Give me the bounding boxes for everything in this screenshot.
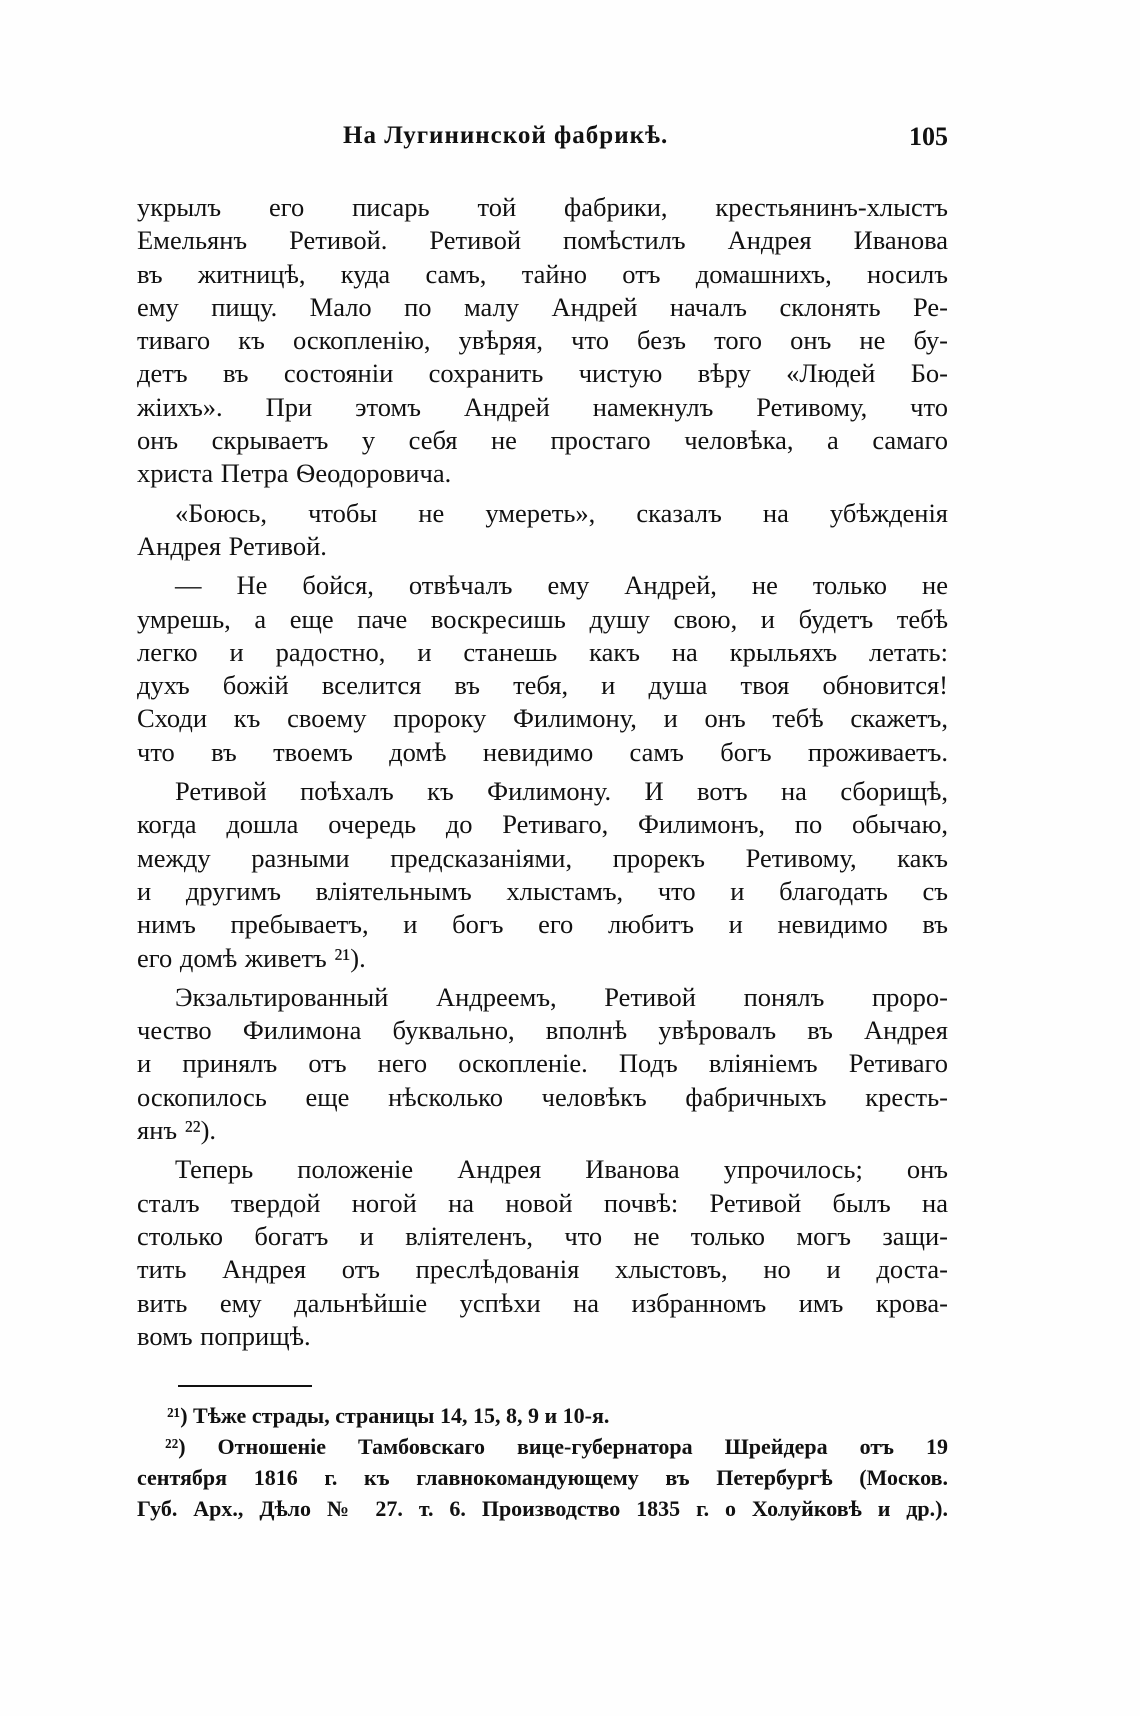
text-line: Теперь положеніе Андрея Иванова упрочилось; онъ (175, 1154, 948, 1185)
text-line: ему пищу. Мало по малу Андрей началъ склонять Ре- (137, 291, 948, 322)
text-line: и принялъ отъ него оскопленіе. Подъ вліяніемъ Ретиваго (137, 1048, 948, 1079)
body-text (137, 191, 948, 1353)
text-line: сталъ твердой ногой на новой почвѣ: Ретивой былъ на (137, 1187, 948, 1218)
running-head: На Лугининской фабрикѣ. (343, 122, 669, 149)
text-line: вомъ поприщѣ. (137, 1320, 311, 1351)
text-line: его домѣ живетъ ²¹). (137, 942, 366, 973)
footnote-rule (178, 1385, 312, 1387)
text-line: духъ божій вселится въ тебя, и душа твоя обновится! (137, 670, 948, 701)
text-line: укрылъ его писарь той фабрики, крестьянинъ-хлыстъ (137, 192, 948, 222)
page-header (137, 122, 948, 162)
text-line: вить ему дальнѣйшіе успѣхи на избранномъ имъ крова- (137, 1287, 948, 1318)
text-line: и другимъ вліятельнымъ хлыстамъ, что и благодать съ (137, 875, 948, 906)
text-line: Ретивой поѣхалъ къ Филимону. И вотъ на сборищѣ, (175, 776, 948, 807)
text-line: Экзальтированный Андреемъ, Ретивой понялъ проро- (175, 981, 948, 1012)
text-line: янъ ²²). (137, 1115, 217, 1146)
text-line: оскопилось еще нѣсколько человѣкъ фабричныхъ кресть- (137, 1081, 948, 1112)
text-line: Сходи къ своему пророку Филимону, и онъ тебѣ скажетъ, (137, 703, 948, 734)
footnote-21: ²¹) Тѣже страды, страницы 14, 15, 8, 9 и 10-я. (167, 1403, 610, 1428)
text-line: христа Петра Ѳеодоровича. (137, 458, 452, 489)
text-line: когда дошла очередь до Ретиваго, Филимонъ, по обычаю, (137, 809, 948, 840)
footnotes (137, 1400, 948, 1524)
text-line: жіихъ». При этомъ Андрей намекнулъ Ретивому, что (137, 391, 948, 422)
footnote-22-line: сентября 1816 г. къ главнокомандующему въ Петербургѣ (Москов. (137, 1465, 948, 1490)
text-line: — Не бойся, отвѣчалъ ему Андрей, не только не (175, 570, 948, 601)
text-line: чество Филимона буквально, вполнѣ увѣровалъ въ Андрея (137, 1015, 948, 1046)
text-line: что въ твоемъ домѣ невидимо самъ богъ проживаетъ. (137, 736, 948, 767)
text-line: нимъ пребываетъ, и богъ его любитъ и невидимо въ (137, 909, 948, 940)
footnote-22-line: ²²) Отношеніе Тамбовскаго вице-губернатора Шрейдера отъ 19 (165, 1434, 948, 1459)
page-number: 105 (909, 122, 948, 151)
text-line: въ житницѣ, куда самъ, тайно отъ домашнихъ, носилъ (137, 258, 948, 289)
text-line: между разными предсказаніями, прорекъ Ретивому, какъ (137, 842, 948, 873)
text-line: тиваго къ оскопленію, увѣряя, что безъ того онъ не бу- (137, 325, 948, 356)
text-line: столько богатъ и вліятеленъ, что не только могъ защи- (137, 1220, 948, 1251)
text-line: онъ скрываетъ у себя не простаго человѣка, а самаго (137, 425, 948, 456)
footnote-22-line: Губ. Арх., Дѣло № 27. т. 6. Производство 1835 г. о Холуйковѣ и др.). (137, 1496, 948, 1521)
text-line: Андрея Ретивой. (137, 530, 327, 561)
text-line: детъ въ состояніи сохранить чистую вѣру «Людей Бо- (137, 358, 948, 389)
text-line: Емельянъ Ретивой. Ретивой помѣстилъ Андрея Иванова (137, 225, 948, 256)
text-line: «Боюсь, чтобы не умереть», сказалъ на убѣжденія (175, 497, 948, 528)
text-line: умрешь, а еще паче воскресишь душу свою, и будетъ тебѣ (137, 603, 948, 634)
text-line: легко и радостно, и станешь какъ на крыльяхъ летать: (137, 636, 948, 667)
text-line: тить Андрея отъ преслѣдованія хлыстовъ, но и доста- (137, 1254, 948, 1285)
